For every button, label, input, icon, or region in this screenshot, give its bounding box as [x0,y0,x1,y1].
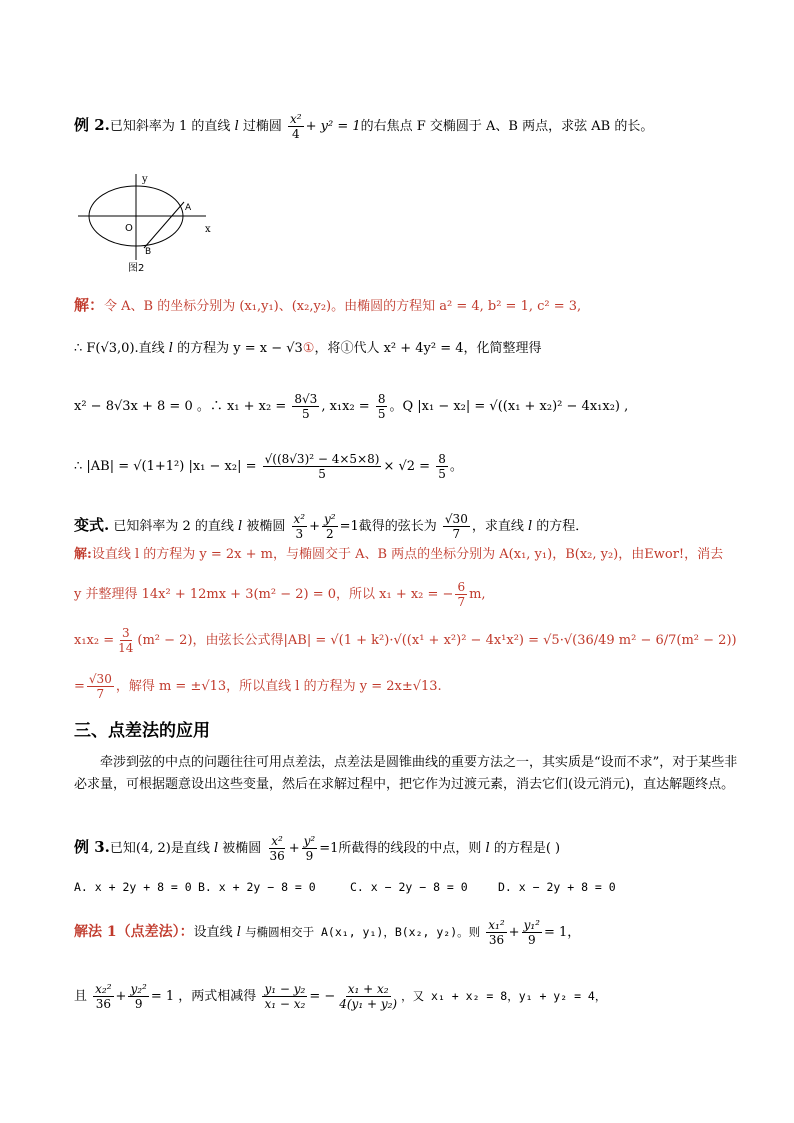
solution1-line2: ∴ F(√3,0).直线 l 的方程为 y = x − √3①，将①代人 x² + 4y² = 4，化简整理得 [74,341,542,356]
ellipse-figure [78,172,218,262]
variant-solution-line2: y 并整理得 14x² + 12mx + 3(m² − 2) = 0，所以 x₁ + x₂ = − $\frac{6}{7}$ m, [74,580,486,609]
example2-text-b: 过椭圆 [242,119,282,134]
example2-line: 例 2.已知斜率为 1 的直线 l 过椭圆 $\frac{\text{x²}}{4}$ + y² = 1的右焦点 F 交椭圆于 A、B 两点，求弦 AB 的长。 [74,112,654,141]
option-d: D. x − 2y + 8 = 0 [498,880,616,894]
variant-solution-line3: x₁x₂ = $\frac{3}{14}$ (m² − 2)，由弦长公式得|AB| = √(1 + k²)·√((x¹ + x²)² − 4x¹x²) = √5·√(36/49 m² − 6/7(m² − 2)) [74,626,737,655]
solution1-label: 解： [74,296,105,314]
option-a: A. x + 2y + 8 = 0 [74,880,192,894]
section3-paragraph: 牵涉到弦的中点的问题往往可用点差法，点差法是圆锥曲线的重要方法之一，其实质是“设而不求”，对于某些非必求量，可根据题意设出这些变量，然后在求解过程中，把它作为过渡元素，消去它们(设元消元)，直达解题终点。 [74,755,738,792]
ellipse-fraction: $\frac{\text{x²}}{4}$ [290,112,302,141]
example2-text-c: 的右焦点 F 交椭圆于 A、B 两点，求弦 AB 的长。 [360,119,654,134]
x-axis-label: x [205,224,211,235]
variant-solution-label: 解: [74,547,92,562]
method1-line1: 解法 1（点差法）：设直线 l 与椭圆相交于 A(x₁, y₁)，B(x₂, y₂)。则 $\frac{\text{x₁²}}{36}$ + $\frac{\text{y₁²}}{9}$ = 1， [74,918,581,947]
option-b: B. x + 2y − 8 = 0 [198,880,316,894]
solution1-line1: 解：令 A、B 的坐标分别为 (x₁,y₁)、(x₂,y₂)。由椭圆的方程知 a² = 4, b² = 1, c² = 3, [74,296,582,314]
chord-line [144,202,184,248]
example2-label: 例 2. [74,116,110,134]
section3-heading: 三、点差法的应用 [74,721,210,741]
solution1-line4: ∴ |AB| = √(1+1²) |x₁ − x₂| = $\frac{\text{√((8√3)² − 4×5×8)}}{5}$ × √2 = $\frac{8}{5}$ 。 [74,452,463,481]
variant-label: 变式. [74,516,110,534]
example3-label: 例 3. [74,838,110,856]
y-axis-label: y [142,174,148,185]
variant-line: 变式. 已知斜率为 2 的直线 l 被椭圆 $\frac{\text{x²}}{3}$ + $\frac{\text{y²}}{2}$ =1截得的弦长为 $\frac{√30}{7}$ ，求直线 l 的方程． [74,512,589,541]
variant-solution-line1: 解:设直线 l 的方程为 y = 2x + m，与椭圆交于 A、B 两点的坐标分别为 A(x₁, y₁)，B(x₂, y₂)，由Ewor!，消去 [74,547,724,562]
option-c: C. x − 2y − 8 = 0 [350,880,468,894]
example3-line: 例 3.已知(4, 2)是直线 l 被椭圆 $\frac{\text{x²}}{36}$ + $\frac{\text{y²}}{9}$ =1所截得的线段的中点，则 l 的方程是( ) [74,834,561,863]
point-a-label: A [185,203,192,213]
solution1-line3: x² − 8√3x + 8 = 0 。∴ x₁ + x₂ = $\frac{8√3}{5}$ , x₁x₂ = $\frac{8}{5}$ 。Q |x₁ − x₂| = √((x₁ + x₂)² − 4x₁x₂) , [74,392,629,421]
point-b-label: B [145,247,152,257]
method1-line2: 且 $\frac{\text{x₂²}}{36}$ + $\frac{\text{y₂²}}{9}$ = 1 ，两式相减得 $\frac{\text{y₁ − y₂}}{\text{x₁ − x₂}}$ = − $\frac{\text{x₁ + x₂}}{\text{4(y₁ + y₂)}}$ ，又 x₁ + x₂ = 8，y₁ + y₂ = 4， [74,982,607,1011]
origin-label: O [125,223,133,234]
variant-solution-line4: = $\frac{√30}{7}$ ，解得 m = ±√13，所以直线 l 的方程为 y = 2x±√13. [74,672,442,701]
example2-text-a: 已知斜率为 1 的直线 [109,119,231,134]
method1-label: 解法 1（点差法）： [74,924,194,940]
figure-caption: 图2 [128,263,145,274]
